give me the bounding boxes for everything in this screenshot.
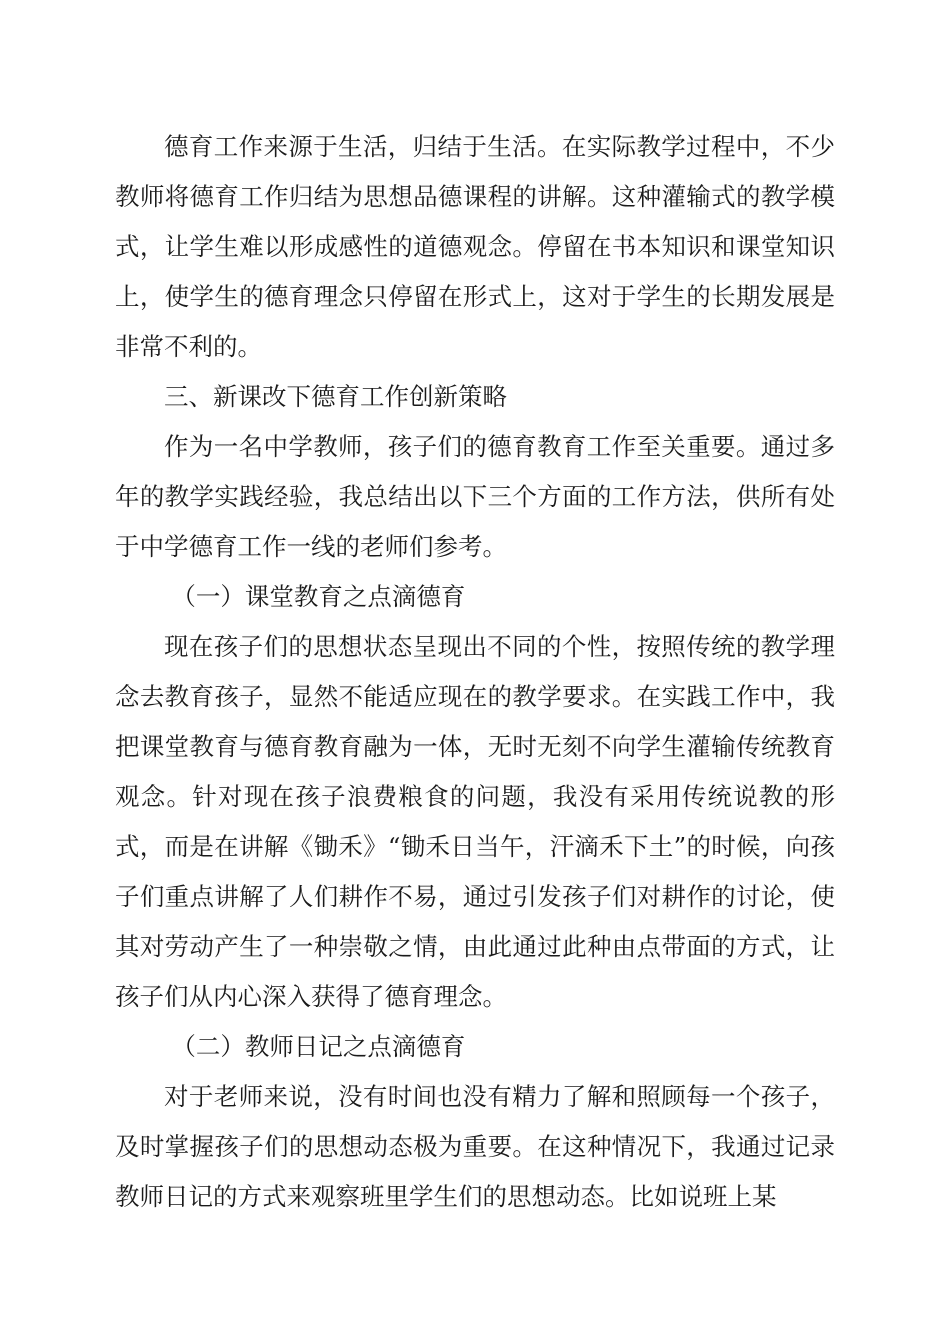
document-page	[115, 122, 835, 1222]
paragraph-classroom-education: 现在孩子们的思想状态呈现出不同的个性，按照传统的教学理念去教育孩子，显然不能适应现在的教学要求。在实践工作中，我把课堂教育与德育教育融为一体，无时无刻不向学生灌输传统教育观念。针对现在孩子浪费粮食的问题，我没有采用传统说教的形式，而是在讲解《锄禾》“锄禾日当午，汗滴禾下土”的时候，向孩子们重点讲解了人们耕作不易，通过引发孩子们对耕作的讨论，使其对劳动产生了一种崇敬之情，由此通过此种由点带面的方式，让孩子们从内心深入获得了德育理念。	[115, 632, 835, 1011]
paragraph-moral-education-from-life: 德育工作来源于生活，归结于生活。在实际教学过程中，不少教师将德育工作归结为思想品德课程的讲解。这种灌输式的教学模式，让学生难以形成感性的道德观念。停留在书本知识和课堂知识上，使学生的德育理念只停留在形式上，这对于学生的长期发展是非常不利的。	[115, 132, 835, 361]
paragraph-teacher-diary: 对于老师来说，没有时间也没有精力了解和照顾每一个孩子，及时掌握孩子们的思想动态极为重要。在这种情况下，我通过记录教师日记的方式来观察班里学生们的思想动态。比如说班上某	[115, 1082, 835, 1211]
section-heading-strategies: 三、新课改下德育工作创新策略	[164, 382, 507, 411]
subheading-teacher-diary: （二）教师日记之点滴德育	[171, 1032, 466, 1061]
paragraph-teacher-experience: 作为一名中学教师，孩子们的德育教育工作至关重要。通过多年的教学实践经验，我总结出以下三个方面的工作方法，供所有处于中学德育工作一线的老师们参考。	[115, 432, 835, 561]
subheading-classroom-education: （一）课堂教育之点滴德育	[171, 582, 466, 611]
